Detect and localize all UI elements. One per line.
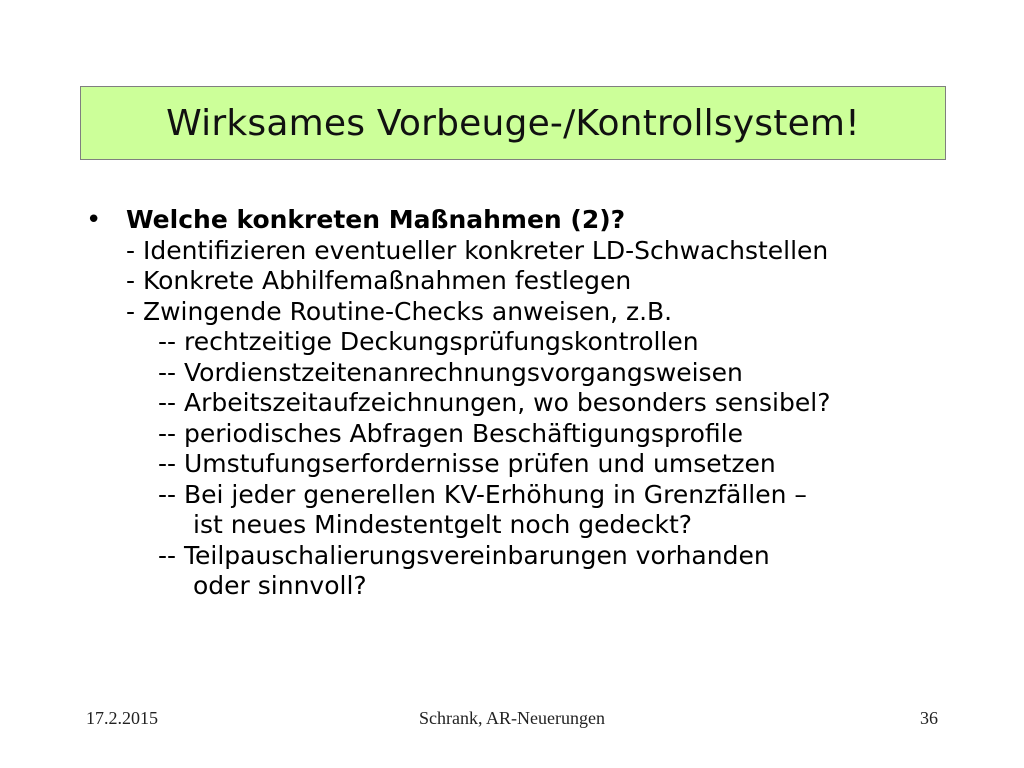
bullet-item [86, 205, 986, 602]
list-subline: -- Vordienstzeitenanrechnungsvorgangsweisen [158, 357, 743, 387]
list-line: - Identifizieren eventueller konkreter LD-Schwachstellen [126, 235, 829, 265]
list-subline: -- rechtzeitige Deckungsprüfungskontrollen [158, 327, 699, 356]
slide-title-box [80, 86, 946, 160]
list-line: - Konkrete Abhilfemaßnahmen festlegen [126, 266, 632, 295]
footer-date: 17.2.2015 [86, 708, 158, 728]
list-subline: -- Arbeitszeitaufzeichnungen, wo besonders sensibel? [158, 388, 831, 417]
list-subline: -- periodisches Abfragen Beschäftigungsprofile [158, 418, 743, 448]
slide-content [86, 205, 986, 602]
bullet-lines [126, 205, 986, 602]
list-continuation: oder sinnvoll? [193, 571, 367, 600]
list-subline: -- Umstufungserfordernisse prüfen und umsetzen [158, 449, 776, 478]
list-subline: -- Bei jeder generellen KV-Erhöhung in Grenzfällen – [158, 479, 807, 509]
footer-page-number: 36 [920, 708, 938, 728]
slide-title: Wirksames Vorbeuge-/Kontrollsystem! [166, 102, 860, 144]
list-continuation: ist neues Mindestentgelt noch gedeckt? [193, 510, 693, 539]
list-subline: -- Teilpauschalierungsvereinbarungen vorhanden [158, 540, 770, 570]
footer-title: Schrank, AR-Neuerungen [419, 708, 605, 728]
list-line: - Zwingende Routine-Checks anweisen, z.B. [126, 296, 673, 326]
bullet-heading: Welche konkreten Maßnahmen (2)? [126, 205, 626, 234]
bullet-icon: • [86, 205, 102, 235]
